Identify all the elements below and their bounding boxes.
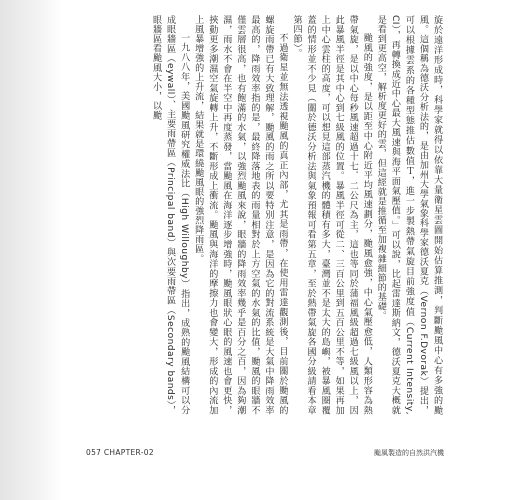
paragraph-4: 一九八八年，美國颱風研究權威法比（High Willoughby）指出，成熟的颱風結構可以分成眼牆區（eywall）、主要雨帶區（Principal band）與次要雨帶區（Secondary bands），眼牆區看颱風大小，以颱: [151, 15, 190, 415]
paragraph-2: 颱風的強度，是以距至中心附近平均風速劃分，颱風愈強，中心氣壓愈低，人類形容為熱帶氣旋，是以中心每秒風速超過十七．二公尺為主，這也等同於蒲福風級超過七級風以上，因此暴風半徑是其中心到七級風的位置。暴風半徑可從二、三百公里到五百公里不等，如果再加上中心雲柱的高度，可以想見這部蒸汽機的體積有多大，臺灣並不是太大的島嶼，被暴風圈覆蓋的情形並不少見（關於德沃分析法與氣象預報可看第五章，至於熱帶氣旋各國分級請看本章第四節）。: [291, 15, 372, 415]
page-gutter-shadow: [0, 0, 62, 500]
page-number: 057 CHAPTER-02: [86, 448, 154, 457]
paragraph-1: 旋於遠洋形成時，科學家就得以依靠大量衛星雲圖開始估算推測，判斷颱風中心有多強的颱風。這個稱為德沃分析法的，是由加州大學氣象科學家德沃夏克（Vernon F.Dvorak）提出，可以根據雲系的各種型態推估數值Ｔ，進一步製熱帶氣旋目前強度值（Current Intensity, CI），再轉換成近中心最大風速與海平面氣壓值。」可以說，比起雷達斯納文，德沃夏克大概就是看到更高空，解析度更好的雲，但這經就是推循至加複雜細節的基礎。: [375, 15, 442, 415]
running-footer-title: 颱風製造的自然洪汽機: [374, 449, 444, 457]
body-text: [149, 15, 444, 415]
paragraph-3: 不過衛星並無法透視颱風的真正內部，尤其是雨帶，在使用雷達觀測後，目前關於颱風的螺旋雨帶已有大致理解，颱風的雨之所以要特別注意，是因為它的對流系統是大氣中降雨效率最高的，降雨效率指的是，最終降落地表的雨量相對於上方空氣的水氣的比值，颱風的眼牆不僅雲層很高，也有飽滿的水氣，以強烈颱風來說，眼牆的降雨效率幾乎是百分之百，因為夠潮濕，雨水不會在半空中再度蒸發，當颱風在海洋逐步增強時，颱風眼狀心眼的風速也會更快，挾動更多潮濕空氣旋轉上升，不斷形成上衝流。颱風與海洋的摩擦力也會變大，形成的內流加上風暴增強的上升流，結果就是環繞颱風眼的強烈降雨區。: [193, 15, 288, 415]
